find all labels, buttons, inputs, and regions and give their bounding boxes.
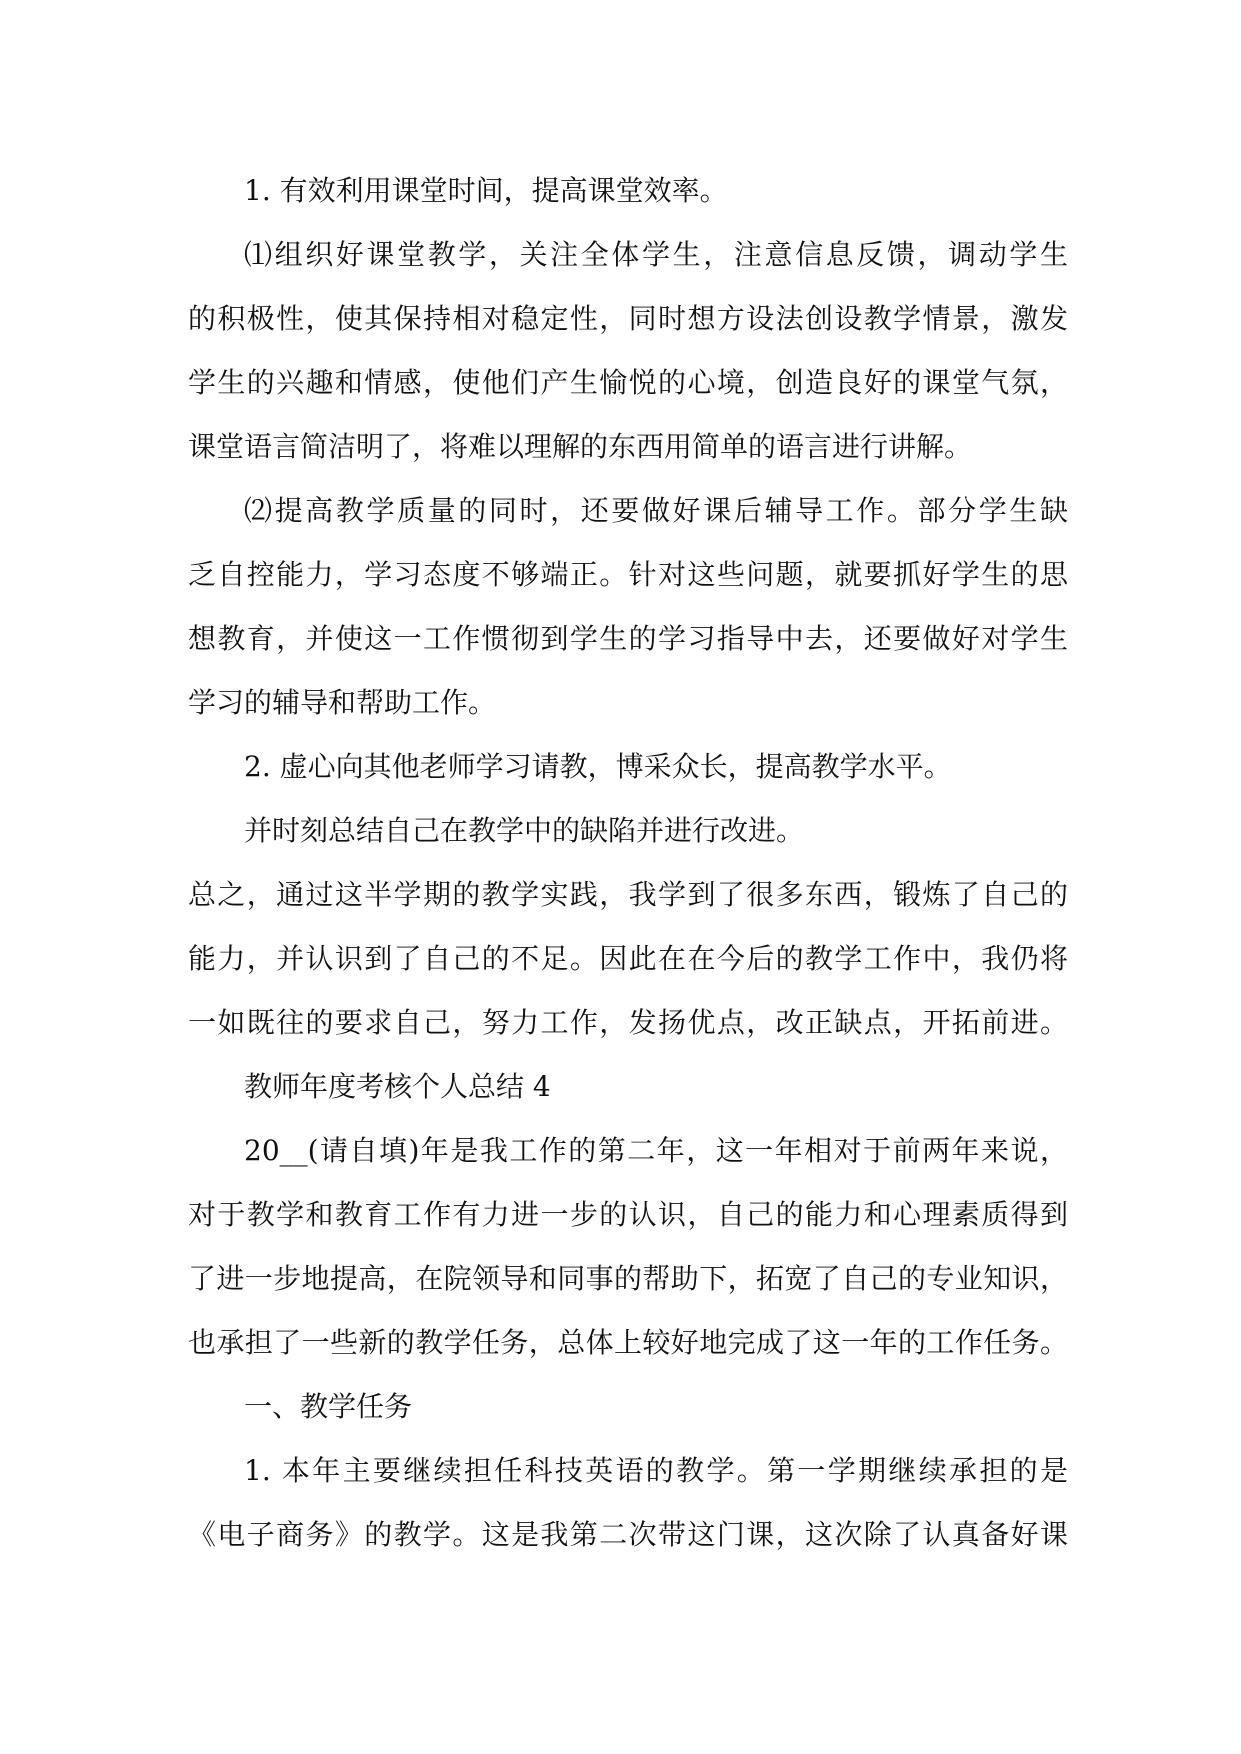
text-line: ⑴组织好课堂教学，关注全体学生，注意信息反馈，调动学生 bbox=[244, 238, 1068, 271]
text-line: ⑵提高教学质量的同时，还要做好课后辅导工作。部分学生缺 bbox=[244, 494, 1068, 527]
text-line: 《电子商务》的教学。这是我第二次带这门课，这次除了认真备好课 bbox=[188, 1518, 1068, 1551]
text-line: 也承担了一些新的教学任务，总体上较好地完成了这一年的工作任务。 bbox=[188, 1326, 1068, 1359]
text-line: 总之，通过这半学期的教学实践，我学到了很多东西，锻炼了自己的 bbox=[188, 878, 1068, 911]
text-line: 学习的辅导和帮助工作。 bbox=[188, 686, 497, 719]
text-line: 2. 虚心向其他老师学习请教，博采众长，提高教学水平。 bbox=[244, 750, 952, 783]
document-body bbox=[188, 159, 1068, 1567]
text-line: 学生的兴趣和情感，使他们产生愉悦的心境，创造良好的课堂气氛， bbox=[188, 366, 1068, 399]
text-line: 乏自控能力，学习态度不够端正。针对这些问题，就要抓好学生的思 bbox=[188, 558, 1068, 591]
text-line: 一、教学任务 bbox=[244, 1390, 413, 1423]
text-line: 对于教学和教育工作有力进一步的认识，自己的能力和心理素质得到 bbox=[188, 1198, 1068, 1231]
text-line: 教师年度考核个人总结 4 bbox=[244, 1070, 551, 1103]
text-line: 1. 本年主要继续担任科技英语的教学。第一学期继续承担的是 bbox=[244, 1454, 1068, 1487]
text-line: 想教育，并使这一工作惯彻到学生的学习指导中去，还要做好对学生 bbox=[188, 622, 1068, 655]
text-line: 能力，并认识到了自己的不足。因此在在今后的教学工作中，我仍将 bbox=[188, 942, 1068, 975]
text-line: 了进一步地提高，在院领导和同事的帮助下，拓宽了自己的专业知识， bbox=[188, 1262, 1068, 1295]
text-line: 并时刻总结自己在教学中的缺陷并进行改进。 bbox=[244, 814, 805, 847]
text-line: 一如既往的要求自己，努力工作，发扬优点，改正缺点，开拓前进。 bbox=[188, 1006, 1068, 1039]
text-line: 1. 有效利用课堂时间，提高课堂效率。 bbox=[244, 174, 728, 207]
text-line: 的积极性，使其保持相对稳定性，同时想方设法创设教学情景，激发 bbox=[188, 302, 1068, 335]
text-line: 20__(请自填)年是我工作的第二年，这一年相对于前两年来说， bbox=[244, 1134, 1068, 1167]
text-line: 课堂语言简洁明了，将难以理解的东西用简单的语言进行讲解。 bbox=[188, 430, 973, 463]
